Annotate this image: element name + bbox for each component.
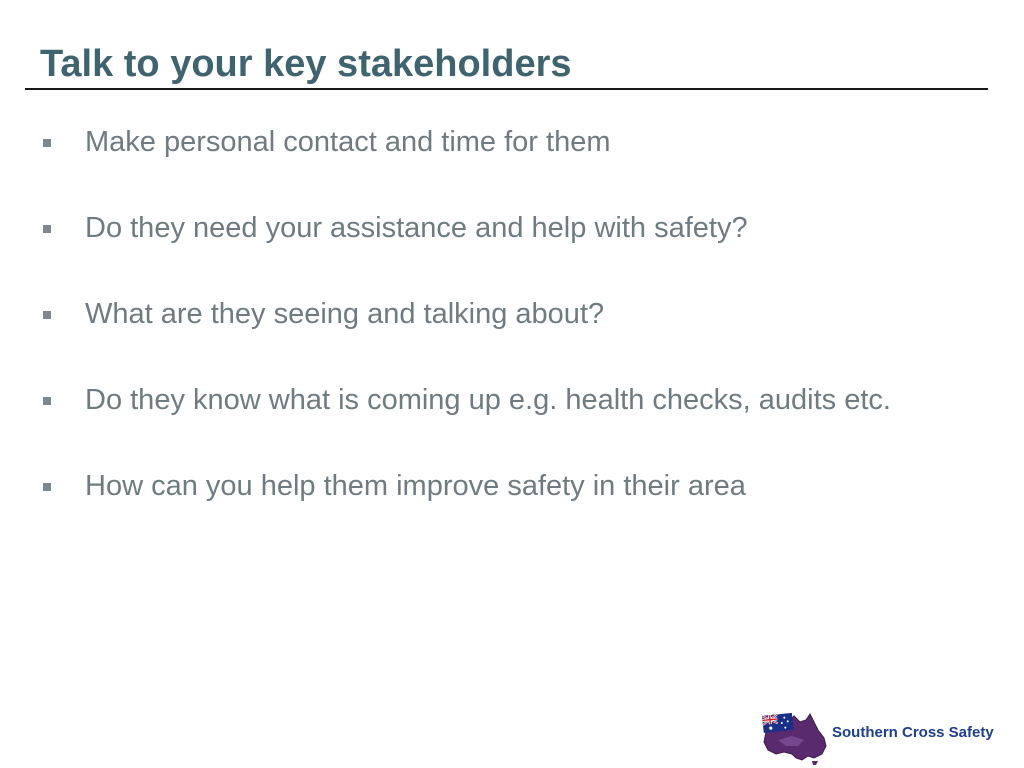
- bullet-text: Do they know what is coming up e.g. health checks, audits etc.: [85, 384, 891, 416]
- square-bullet-icon: [43, 139, 51, 147]
- australia-map-with-flag-icon: [758, 710, 830, 766]
- bullet-text: Make personal contact and time for them: [85, 126, 611, 158]
- square-bullet-icon: [43, 225, 51, 233]
- bullet-item: [40, 466, 1000, 552]
- bullet-item: [40, 122, 1000, 208]
- bullet-text: What are they seeing and talking about?: [85, 298, 605, 330]
- square-bullet-icon: [43, 397, 51, 405]
- slide-title: Talk to your key stakeholders: [40, 43, 572, 85]
- title-underline: [25, 88, 988, 90]
- bullet-list: [40, 122, 1000, 552]
- bullet-text: How can you help them improve safety in their area: [85, 470, 746, 502]
- bullet-item: [40, 208, 1000, 294]
- bullet-item: [40, 380, 1000, 466]
- company-branding: [758, 710, 1003, 766]
- company-name: Southern Cross Safety: [832, 724, 994, 741]
- square-bullet-icon: [43, 483, 51, 491]
- square-bullet-icon: [43, 311, 51, 319]
- bullet-item: [40, 294, 1000, 380]
- bullet-text: Do they need your assistance and help with safety?: [85, 212, 748, 244]
